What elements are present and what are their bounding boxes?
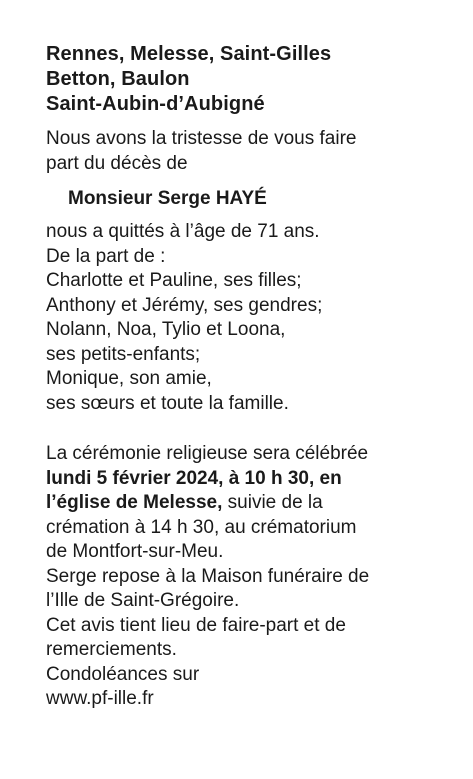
ceremony-line: Serge repose à la Maison funéraire de bbox=[46, 565, 370, 587]
ceremony-date bbox=[46, 467, 446, 492]
family-line: De la part de : bbox=[46, 245, 166, 267]
obituary-notice bbox=[46, 42, 446, 712]
family-line: Monique, son amie, bbox=[46, 368, 212, 389]
intro-text bbox=[46, 127, 446, 176]
ceremony-line: Cet avis tient lieu de faire-part et de bbox=[46, 614, 346, 636]
towns-line: Saint-Aubin-d’Aubigné bbox=[46, 93, 265, 115]
ceremony-line: crémation à 14 h 30, au crématorium bbox=[46, 516, 357, 538]
intro-line: part du décès de bbox=[46, 152, 188, 174]
family-line: Anthony et Jérémy, ses gendres; bbox=[46, 294, 323, 316]
ceremony-place-rest: suivie de la bbox=[222, 492, 323, 513]
ceremony-date-bold: lundi 5 février 2024, à 10 h 30, en bbox=[46, 467, 342, 489]
ceremony-line: de Montfort-sur-Meu. bbox=[46, 541, 224, 562]
ceremony-line: La cérémonie religieuse sera célébrée bbox=[46, 443, 369, 464]
family-line: ses sœurs et toute la famille. bbox=[46, 392, 289, 414]
family-line: ses petits-enfants; bbox=[46, 343, 201, 365]
family-line: Nolann, Noa, Tylio et Loona, bbox=[46, 319, 286, 340]
ceremony-details bbox=[46, 442, 446, 712]
family-list bbox=[46, 220, 446, 416]
ceremony-place bbox=[46, 491, 446, 516]
deceased-name: Monsieur Serge HAYÉ bbox=[68, 188, 267, 209]
condolences-label: Condoléances sur bbox=[46, 663, 200, 685]
family-line: Charlotte et Pauline, ses filles; bbox=[46, 270, 302, 291]
towns-line: Betton, Baulon bbox=[46, 68, 190, 90]
condolences-url: www.pf-ille.fr bbox=[46, 688, 154, 709]
intro-line: Nous avons la tristesse de vous faire bbox=[46, 128, 357, 149]
ceremony-place-bold: l’église de Melesse, bbox=[46, 492, 223, 513]
towns-heading bbox=[46, 42, 446, 117]
ceremony-line: remerciements. bbox=[46, 639, 177, 660]
family-line: nous a quittés à l’âge de 71 ans. bbox=[46, 221, 320, 242]
towns-line: Rennes, Melesse, Saint-Gilles bbox=[46, 43, 332, 65]
ceremony-line: l’Ille de Saint-Grégoire. bbox=[46, 590, 240, 611]
